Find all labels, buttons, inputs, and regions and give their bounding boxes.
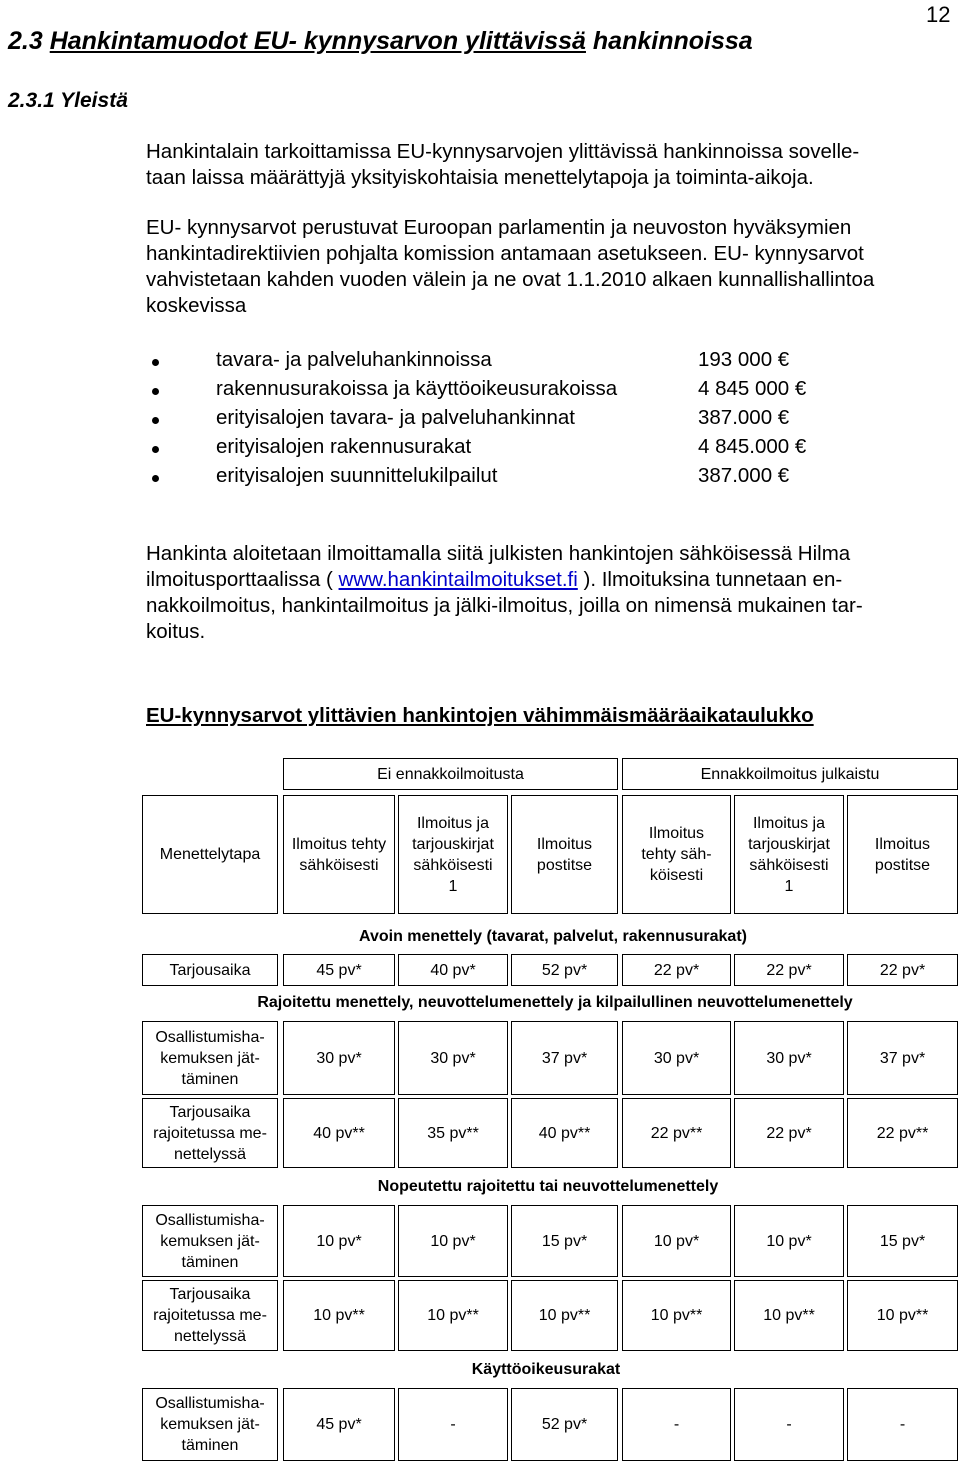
paragraph-2 <box>146 215 952 319</box>
paragraph-line: Hankinta aloitetaan ilmoittamalla siitä julkisten hankintojen sähköisessä Hilma <box>146 542 851 565</box>
paragraph-1 <box>146 139 952 191</box>
table-cell: 10 pv** <box>283 1280 395 1351</box>
table-cell: 10 pv* <box>283 1205 395 1277</box>
table-cell: 22 pv** <box>622 1098 731 1168</box>
bullet-icon <box>152 475 159 482</box>
row-label: Tarjousaika rajoitetussa me- nettelyssä <box>142 1280 278 1351</box>
column-header: Ilmoitus postitse <box>847 795 958 914</box>
table-cell: 45 pv* <box>283 1388 395 1461</box>
list-item-value: 4 845 000 € <box>698 377 807 400</box>
table-cell: 22 pv* <box>847 954 958 986</box>
section-title: Käyttöoikeusurakat <box>471 1361 621 1378</box>
table-cell: 45 pv* <box>283 954 395 986</box>
table-cell: 35 pv** <box>398 1098 508 1168</box>
row-label: Osallistumisha- kemuksen jät- täminen <box>142 1205 278 1277</box>
list-item <box>152 377 832 405</box>
list-item-text: rakennusurakoissa ja käyttöoikeusurakoissa <box>216 377 618 400</box>
bullet-icon <box>152 359 159 366</box>
heading-linked-text: Hankintamuodot EU- kynnysarvon ylittävissä <box>49 27 586 55</box>
paragraph-line: EU- kynnysarvot perustuvat Euroopan parlamentin ja neuvoston hyväksymien <box>146 216 852 239</box>
list-item-value: 193 000 € <box>698 348 790 371</box>
paragraph-line: koitus. <box>146 620 206 643</box>
list-item <box>152 348 832 376</box>
table-cell: 30 pv* <box>283 1021 395 1095</box>
section-heading <box>8 27 753 56</box>
heading-suffix: hankinnoissa <box>585 27 753 55</box>
table-cell: 10 pv* <box>398 1205 508 1277</box>
table-cell: 37 pv* <box>511 1021 618 1095</box>
table-cell: 40 pv* <box>398 954 508 986</box>
paragraph-text: ). Ilmoituksina tunnetaan en- <box>577 568 843 591</box>
table-cell: 30 pv* <box>398 1021 508 1095</box>
section-title: Rajoitettu menettely, neuvottelumenettely ja kilpailullinen neuvottelumenettely <box>257 994 853 1011</box>
paragraph-line: taan laissa määrättyjä yksityiskohtaisia menettelytapoja ja toiminta-aikoja. <box>146 166 814 189</box>
table-cell: - <box>622 1388 731 1461</box>
table-cell: 52 pv* <box>511 1388 618 1461</box>
hilma-link[interactable]: www.hankintailmoitukset.fi <box>338 568 578 591</box>
paragraph-line: koskevissa <box>146 294 247 317</box>
table-cell: 40 pv** <box>511 1098 618 1168</box>
row-label: Tarjousaika rajoitetussa me- nettelyssä <box>142 1098 278 1168</box>
column-header: Ilmoitus postitse <box>511 795 618 914</box>
table-cell: - <box>734 1388 844 1461</box>
table-cell: 10 pv** <box>511 1280 618 1351</box>
row-label: Tarjousaika <box>142 954 278 986</box>
bullet-icon <box>152 446 159 453</box>
subheading: 2.3.1 Yleistä <box>8 89 128 112</box>
list-item-text: erityisalojen rakennusurakat <box>216 435 472 458</box>
list-item-text: tavara- ja palveluhankinnoissa <box>216 348 492 371</box>
table-cell: 30 pv* <box>622 1021 731 1095</box>
table-cell: 10 pv* <box>622 1205 731 1277</box>
bullet-icon <box>152 388 159 395</box>
table-title: EU-kynnysarvot ylittävien hankintojen vähimmäismääräaikataulukko <box>146 704 814 727</box>
list-item-text: erityisalojen tavara- ja palveluhankinnat <box>216 406 575 429</box>
table-cell: - <box>847 1388 958 1461</box>
group-header-prior-notice: Ennakkoilmoitus julkaistu <box>622 758 958 790</box>
list-item <box>152 464 832 492</box>
paragraph-line: nakkoilmoitus, hankintailmoitus ja jälki-ilmoitus, joilla on nimensä mukainen tar- <box>146 594 863 617</box>
section-title: Avoin menettely (tavarat, palvelut, rakennusurakat) <box>359 928 747 945</box>
column-header: Ilmoitus ja tarjouskirjat sähköisesti 1 <box>398 795 508 914</box>
list-item <box>152 406 832 434</box>
bullet-icon <box>152 417 159 424</box>
list-item <box>152 435 832 463</box>
row-header-label: Menettelytapa <box>142 795 278 914</box>
paragraph-line: Hankintalain tarkoittamissa EU-kynnysarvojen ylittävissä hankinnoissa sovelle- <box>146 140 860 163</box>
table-cell: 10 pv* <box>734 1205 844 1277</box>
table-cell: 22 pv** <box>847 1098 958 1168</box>
column-header: Ilmoitus tehty sähköisesti <box>283 795 395 914</box>
heading-prefix: 2.3 <box>8 27 50 55</box>
table-cell: 10 pv** <box>398 1280 508 1351</box>
table-cell: - <box>398 1388 508 1461</box>
group-header-no-notice: Ei ennakkoilmoitusta <box>283 758 618 790</box>
table-cell: 30 pv* <box>734 1021 844 1095</box>
list-item-value: 387.000 € <box>698 464 790 487</box>
paragraph-text: ilmoitusporttaalissa ( <box>146 568 339 591</box>
table-cell: 52 pv* <box>511 954 618 986</box>
table-cell: 37 pv* <box>847 1021 958 1095</box>
section-title: Nopeutettu rajoitettu tai neuvottelumenettely <box>377 1178 719 1195</box>
table-cell: 22 pv* <box>622 954 731 986</box>
row-label: Osallistumisha- kemuksen jät- täminen <box>142 1388 278 1461</box>
table-cell: 15 pv* <box>511 1205 618 1277</box>
page-number: 12 <box>926 2 951 27</box>
list-item-value: 4 845.000 € <box>698 435 807 458</box>
list-item-value: 387.000 € <box>698 406 790 429</box>
table-cell: 10 pv** <box>734 1280 844 1351</box>
row-label: Osallistumisha- kemuksen jät- täminen <box>142 1021 278 1095</box>
table-cell: 22 pv* <box>734 954 844 986</box>
table-cell: 10 pv** <box>847 1280 958 1351</box>
table-cell: 10 pv** <box>622 1280 731 1351</box>
table-cell: 40 pv** <box>283 1098 395 1168</box>
paragraph-line: hankintadirektiivien pohjalta komission antamaan asetukseen. EU- kynnysarvot <box>146 242 864 265</box>
paragraph-line: vahvistetaan kahden vuoden välein ja ne ovat 1.1.2010 alkaen kunnallishallintoa <box>146 268 875 291</box>
column-header: Ilmoitus tehty säh- köisesti <box>622 795 731 914</box>
table-cell: 22 pv* <box>734 1098 844 1168</box>
list-item-text: erityisalojen suunnittelukilpailut <box>216 464 498 487</box>
column-header: Ilmoitus ja tarjouskirjat sähköisesti 1 <box>734 795 844 914</box>
paragraph-line <box>146 567 952 593</box>
table-cell: 15 pv* <box>847 1205 958 1277</box>
paragraph-3 <box>146 541 952 645</box>
